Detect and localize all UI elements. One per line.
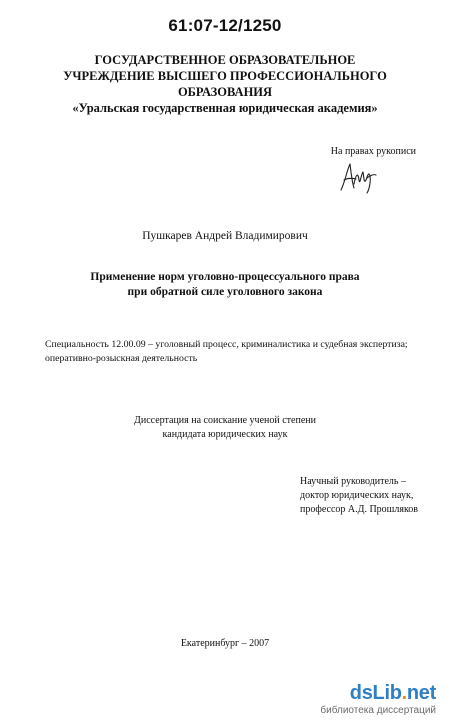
institution-line: УЧРЕЖДЕНИЕ ВЫСШЕГО ПРОФЕССИОНАЛЬНОГО <box>63 69 387 83</box>
place-and-year: Екатеринбург – 2007 <box>180 638 270 649</box>
manuscript-rights-note: На правах рукописи <box>330 146 416 157</box>
supervisor-line: профессор А.Д. Прошляков <box>300 504 419 515</box>
degree-line: кандидата юридических наук <box>162 429 288 440</box>
title-line: Применение норм уголовно-процессуального права <box>90 271 360 283</box>
title-line: при обратной силе уголовного закона <box>127 286 323 298</box>
degree-statement <box>0 414 450 442</box>
specialty-line: Специальность 12.00.09 – уголовный процесс, криминалистика и судебная экспертиза; <box>45 339 408 350</box>
specialty-line: оперативно-розыскная деятельность <box>45 353 198 364</box>
logo-tld: net <box>406 682 436 704</box>
degree-line: Диссертация на соискание ученой степени <box>134 415 316 426</box>
institution-line: ОБРАЗОВАНИЯ <box>177 85 273 99</box>
institution-name <box>0 52 450 116</box>
institution-line: «Уральская государственная юридическая академия» <box>72 101 378 115</box>
institution-line: ГОСУДАРСТВЕННОЕ ОБРАЗОВАТЕЛЬНОЕ <box>94 53 356 67</box>
dissertation-title <box>0 270 450 300</box>
author-name: Пушкарев Андрей Владимирович <box>142 230 308 242</box>
dslib-logo <box>350 682 436 705</box>
watermark-caption: библиотека диссертаций <box>320 705 436 716</box>
logo-dot: . <box>401 682 407 704</box>
document-number: 61:07-12/1250 <box>168 16 282 35</box>
supervisor-line: Научный руководитель – <box>300 476 406 487</box>
supervisor-block <box>300 475 418 517</box>
specialty-statement <box>45 338 425 366</box>
logo-main: dsLib <box>349 682 402 704</box>
dslib-watermark <box>320 682 436 718</box>
supervisor-line: доктор юридических наук, <box>300 490 414 501</box>
handwritten-signature <box>338 160 378 194</box>
